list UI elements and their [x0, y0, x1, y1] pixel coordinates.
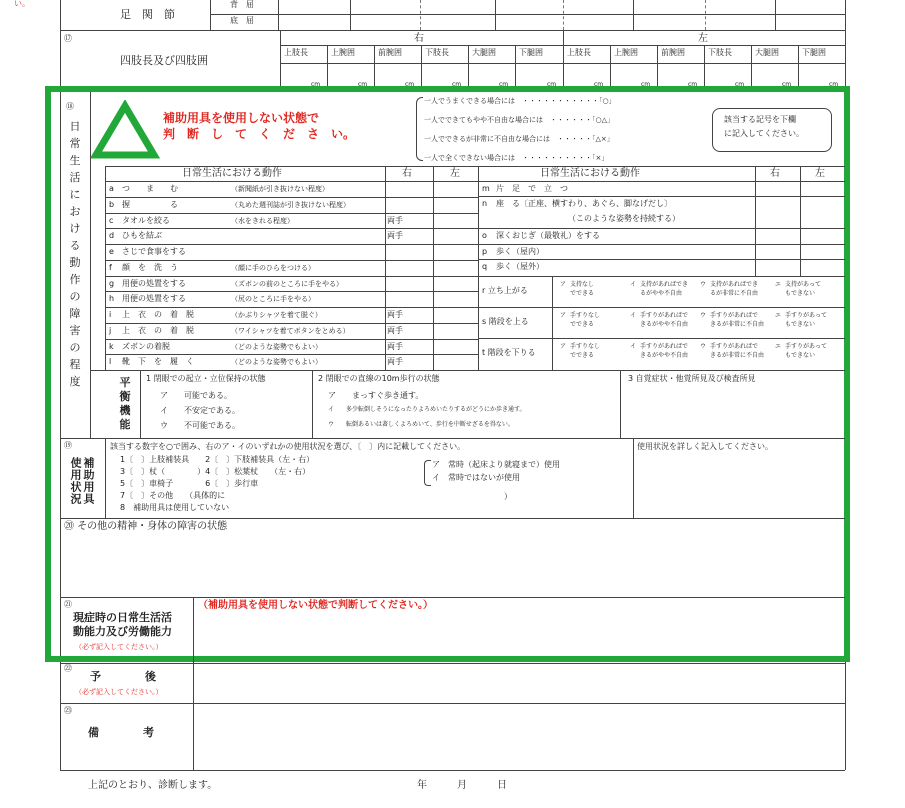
balance-q2-option: イ 多少転倒しそうになったりよろめいたりするがどうにか歩き通す。 [328, 406, 526, 413]
rst-option-line1: 手すりがあればで [710, 312, 759, 319]
row-note: （水をきれる程度） [231, 217, 294, 225]
rst-option: ウ [700, 312, 707, 319]
other-label: ⑳ その他の精神・身体の障害の状態 [64, 521, 228, 532]
row-action: 靴 下 を 履 く [122, 357, 194, 366]
limbs-label: 四肢長及び四肢囲 [120, 54, 208, 67]
limb-col-header: 上肢長 [284, 48, 308, 57]
limb-col-unit: cm [735, 81, 745, 88]
rst-option-line2: るがやや不自由 [640, 290, 683, 297]
row-action: つ ま む [122, 184, 178, 193]
limb-col-header: 下肢長 [425, 48, 449, 57]
row-note: （ズボンの前のところに手をやる） [231, 280, 343, 288]
rst-option: エ [775, 281, 782, 288]
balance-label-char: 機 [119, 404, 131, 417]
rst-option: イ [630, 312, 637, 319]
row-key: a [109, 184, 114, 193]
rst-option-line2: でできる [570, 321, 595, 328]
limb-col-unit: cm [499, 81, 509, 88]
row-action: さじで食事をする [122, 247, 186, 256]
notice-line2: 判 断 し て く だ さ い。 [163, 127, 356, 141]
limb-col-unit: cm [547, 81, 557, 88]
limb-col-header: 上腕囲 [614, 48, 638, 57]
rst-option-line1: 手すりなし [570, 343, 601, 350]
limb-col-unit: cm [452, 81, 462, 88]
footer-date: 年 月 日 [417, 780, 507, 791]
limbs-right-header: 右 [414, 33, 424, 44]
row-key: p [482, 247, 488, 256]
side-label-char: 活 [69, 171, 81, 184]
limb-col-unit: cm [594, 81, 604, 88]
rst-option: エ [775, 312, 782, 319]
rst-option: ウ [700, 281, 707, 288]
ability-note: （補助用具を使用しない状態で判断してください。） [198, 600, 433, 611]
limb-col-header: 下腿囲 [802, 48, 826, 57]
ability-label2: 動能力及び労働能力 [73, 625, 172, 638]
row-action: 深くおじぎ（最敬礼）をする [496, 231, 600, 240]
row-both-hands: 両手 [387, 231, 403, 240]
balance-label-char: 能 [119, 418, 131, 431]
row-note: （どのような姿勢でもよい） [231, 343, 322, 351]
limb-col-unit: cm [829, 81, 839, 88]
aids-usage-a: ア 常時（起床より就寝まで）使用 [432, 460, 560, 469]
rst-option-line1: 支持があればでき [640, 281, 689, 288]
legend-item: 一人でできてもやや不自由な場合には ・・・・・・「○△」 [424, 116, 614, 124]
row-action: 用便の処置をする [122, 294, 186, 303]
rst-option-line2: きるがやや不自由 [640, 352, 689, 359]
foot-plantar-label: 底 屈 [230, 16, 254, 25]
limb-col-unit: cm [688, 81, 698, 88]
rst-option: ア [560, 343, 567, 350]
rst-option-line1: 手すりがあって [785, 343, 827, 350]
limb-col-header: 大腿囲 [472, 48, 496, 57]
legend-item: 一人でうまくできる場合には ・・・・・・・・・・・「○」 [424, 97, 616, 105]
row-note: （かぶりシャツを着て脱ぐ） [231, 311, 322, 319]
side-label-char: 害 [69, 324, 81, 337]
limb-col-unit: cm [405, 81, 415, 88]
prognosis-number: ㉒ [64, 664, 72, 673]
prognosis-label: 予 後 [90, 670, 156, 683]
limb-col-header: 前腕囲 [378, 48, 402, 57]
daily-header-right: 右 [402, 168, 412, 179]
aid-item: 5〔 〕車椅子 6〔 〕歩行車 [120, 479, 259, 488]
rst-option-line1: 手すりなし [570, 312, 601, 319]
row-key: j [109, 326, 112, 335]
aids-label-2: 補助用具 [82, 457, 95, 505]
aid-item: 1〔 〕上肢補装具 2〔 〕下肢補装具（左・右） [120, 455, 315, 464]
side-label-char: 常 [69, 137, 81, 150]
row-action: 上 衣 の 着 脱 [122, 326, 194, 335]
row-action: 歩く（屋内） [496, 247, 544, 256]
balance-q3: 3 自覚症状・他覚所見及び検査所見 [628, 374, 756, 383]
row-note: （尻のところに手をやる） [231, 295, 315, 303]
row-key: n [482, 199, 488, 208]
row-action: 握 る [122, 200, 178, 209]
limb-col-header: 上肢長 [567, 48, 591, 57]
rst-label: t 階段を下りる [482, 348, 536, 357]
remarks-number: ㉓ [64, 706, 72, 715]
aids-close-paren: ） [504, 492, 512, 501]
side-label-char: 日 [69, 120, 81, 133]
balance-label [118, 376, 132, 432]
foot-joint-label: 足 関 節 [120, 8, 175, 21]
side-label-char: 動 [69, 256, 81, 269]
notice-line1: 補助用具を使用しない状態で [163, 111, 320, 125]
row-key: i [109, 310, 112, 319]
ability-required: （必ず記入してください。） [75, 643, 163, 651]
balance-q1-option: ウ 不可能である。 [160, 421, 240, 430]
limb-col-header: 上腕囲 [331, 48, 355, 57]
row-note: （顔に手のひらをつける） [231, 264, 315, 272]
rst-option-line2: るが非常に不自由 [710, 290, 759, 297]
balance-label-char: 平 [119, 376, 131, 389]
balance-q2-option: ア まっすぐ歩き通す。 [328, 391, 424, 400]
rst-option: ウ [700, 343, 707, 350]
foot-dorsi-label: 背 屈 [230, 0, 254, 9]
row-key: f [109, 263, 112, 272]
rst-option-line1: 手すりがあればで [640, 312, 689, 319]
row-key: m [482, 184, 490, 193]
row-note: （丸めた週刊誌が引き抜けない程度） [231, 201, 350, 209]
limb-col-header: 下肢長 [708, 48, 732, 57]
limb-col-unit: cm [358, 81, 368, 88]
row-key: k [109, 342, 114, 351]
aid-item: 7〔 〕その他 （具体的に [120, 491, 226, 500]
row-note: （ワイシャツを着てボタンをとめる） [231, 327, 350, 335]
legend-note2: に記入してください。 [724, 129, 804, 138]
prognosis-required: （必ず記入してください。） [75, 688, 163, 696]
row-action: 上 衣 の 着 脱 [122, 310, 194, 319]
limbs-left-header: 左 [698, 33, 708, 44]
row-both-hands: 両手 [387, 326, 403, 335]
row-key: b [109, 200, 115, 209]
balance-q1-option: イ 不安定である。 [160, 406, 240, 415]
row-both-hands: 両手 [387, 216, 403, 225]
row-action: ひもを結ぶ [122, 231, 162, 240]
rst-option-line1: 支持があればでき [710, 281, 759, 288]
limb-col-unit: cm [641, 81, 651, 88]
row-action: ズボンの着脱 [122, 342, 170, 351]
rst-option-line2: でできる [570, 290, 595, 297]
daily-number: ⑱ [66, 102, 74, 111]
rst-option-line2: でできる [570, 352, 595, 359]
balance-q2-option: ウ 転倒あるいは著しくよろめいて、歩行を中断せざるを得ない。 [328, 421, 514, 428]
aids-detail-label: 使用状況を詳しく記入してください。 [637, 442, 773, 451]
side-label-char: お [69, 205, 81, 218]
side-label-char: に [69, 188, 81, 201]
daily-header-left: 左 [450, 168, 460, 179]
rst-option-line2: きるがやや不自由 [640, 321, 689, 328]
aids-usage-b: イ 常時ではないが使用 [432, 473, 520, 482]
legend-item: 一人でできるが非常に不自由な場合には ・・・・・「△×」 [424, 135, 614, 143]
side-label-char: 障 [69, 307, 81, 320]
balance-q1-option: ア 可能である。 [160, 391, 232, 400]
row-key: q [482, 262, 488, 271]
row-note: （どのような姿勢でもよい） [231, 358, 322, 366]
row-action: 片 足 で 立 つ [496, 184, 568, 193]
row-action: 座 る〔正座、横すわり、あぐら、脚なげだし〕 [496, 199, 672, 208]
rst-option: イ [630, 281, 637, 288]
limbs-number: ⑰ [64, 34, 72, 43]
side-label-char: の [69, 290, 81, 303]
row-key: d [109, 231, 115, 240]
triangle-symbol [90, 100, 160, 160]
row-key: l [109, 357, 112, 366]
aids-instruction: 該当する数字を○で囲み、右のア・イのいずれかの使用状況を選び、〔 〕内に記載してください。 [110, 442, 466, 451]
side-label-char: 度 [69, 375, 81, 388]
row-key: o [482, 231, 487, 240]
rst-option-line2: もできない [785, 352, 816, 359]
limb-col-header: 大腿囲 [755, 48, 779, 57]
limb-col-header: 下腿囲 [519, 48, 543, 57]
rst-option-line1: 支持があって [785, 281, 821, 288]
row-key: e [109, 247, 114, 256]
legend-item: 一人で全くできない場合には ・・・・・・・・・・「×」 [424, 154, 609, 162]
footer-text: 上記のとおり、診断します。 [88, 780, 218, 791]
side-label-char: る [69, 239, 81, 252]
balance-q2: 2 閉眼での直線の10m歩行の状態 [318, 374, 440, 383]
limb-col-unit: cm [311, 81, 321, 88]
rst-option-line2: きるが非常に不自由 [710, 352, 765, 359]
rst-option-line1: 手すりがあって [785, 312, 827, 319]
rst-option: エ [775, 343, 782, 350]
row-key: g [109, 279, 115, 288]
row-key: h [109, 294, 115, 303]
row-key: c [109, 216, 114, 225]
rst-label: s 階段を上る [482, 317, 529, 326]
rst-option-line2: きるが非常に不自由 [710, 321, 765, 328]
aid-item: 8 補助用具は使用していない [120, 503, 230, 512]
rst-option-line2: もできない [785, 290, 816, 297]
daily-header-left-2: 左 [815, 168, 825, 179]
legend-note1: 該当する記号を下欄 [724, 115, 796, 124]
daily-header-action: 日常生活における動作 [182, 168, 282, 179]
rst-option: ア [560, 312, 567, 319]
remarks-label: 備 考 [88, 726, 154, 739]
aids-label-1: 使用状況 [69, 457, 82, 505]
limb-col-unit: cm [782, 81, 792, 88]
rst-option: ア [560, 281, 567, 288]
daily-header-action-2: 日常生活における動作 [540, 168, 640, 179]
rst-option-line1: 手すりがあればで [640, 343, 689, 350]
side-label-char: 作 [69, 273, 81, 286]
row-action: （このような姿勢を持続する） [568, 214, 680, 223]
row-note: （新聞紙が引き抜けない程度） [231, 185, 329, 193]
side-label-char: の [69, 341, 81, 354]
rst-option-line2: もできない [785, 321, 816, 328]
rst-option: イ [630, 343, 637, 350]
side-label-char: 程 [69, 358, 81, 371]
rst-label: r 立ち上がる [482, 286, 528, 295]
row-both-hands: 両手 [387, 342, 403, 351]
daily-header-right-2: 右 [770, 168, 780, 179]
ability-number: ㉑ [64, 600, 72, 609]
balance-label-char: 衡 [119, 390, 131, 403]
rst-option-line1: 支持なし [570, 281, 595, 288]
aid-item: 3〔 〕杖（ ）4〔 〕松葉杖 （左・右） [120, 467, 311, 476]
top-mark: い。 [14, 0, 30, 8]
row-action: 用便の処置をする [122, 279, 186, 288]
side-label-char: 生 [69, 154, 81, 167]
row-both-hands: 両手 [387, 310, 403, 319]
row-action: タオルを絞る [122, 216, 170, 225]
rst-option-line1: 手すりがあればで [710, 343, 759, 350]
daily-side-label [68, 118, 82, 390]
ability-label1: 現症時の日常生活活 [73, 611, 172, 624]
limb-col-header: 前腕囲 [661, 48, 685, 57]
row-action: 歩く（屋外） [496, 262, 544, 271]
side-label-char: け [69, 222, 81, 235]
row-both-hands: 両手 [387, 357, 403, 366]
row-action: 顔 を 洗 う [122, 263, 178, 272]
balance-q1: 1 閉眼での起立・立位保持の状態 [146, 374, 266, 383]
aids-number: ⑲ [64, 441, 72, 450]
